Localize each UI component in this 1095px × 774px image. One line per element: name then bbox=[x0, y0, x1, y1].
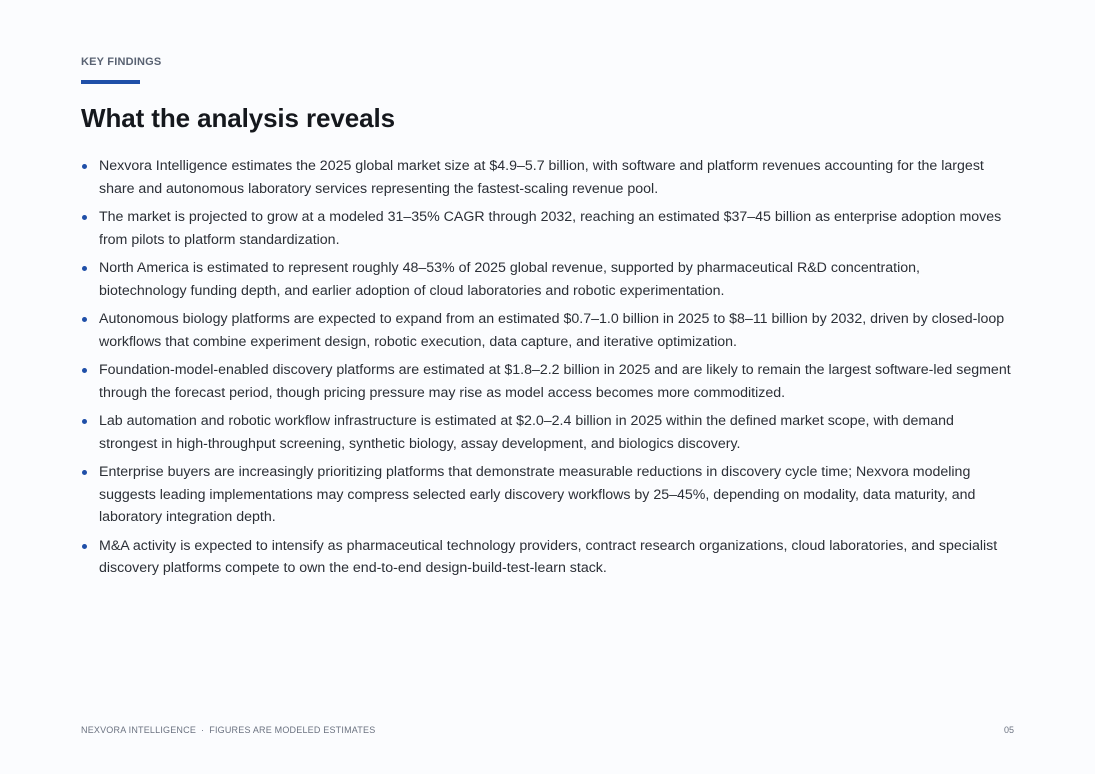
finding-text: North America is estimated to represent roughly 48–53% of 2025 global revenue, supported by pharmaceutical R&D concentration, biotechnology funding depth, and earlier adoption of cloud laboratories and robotic experimentation. bbox=[99, 260, 920, 299]
finding-text: Enterprise buyers are increasingly prioritizing platforms that demonstrate measurable reductions in discovery cycle time; Nexvora modeling suggests leading implementations may compress selected early discovery workflows by 25–45%, depending on modality, data maturity, and laboratory integration depth. bbox=[99, 464, 976, 525]
section-eyebrow: KEY FINDINGS bbox=[81, 56, 162, 68]
finding-text: Nexvora Intelligence estimates the 2025 global market size at $4.9–5.7 billion, with software and platform revenues accounting for the largest share and autonomous laboratory services representing the fastest-scaling revenue pool. bbox=[99, 158, 984, 197]
finding-text: Foundation-model-enabled discovery platforms are estimated at $1.8–2.2 billion in 2025 and are likely to remain the largest software-led segment through the forecast period, though pricing pressure may rise as model access becomes more commoditized. bbox=[99, 362, 1011, 401]
accent-rule bbox=[81, 80, 140, 84]
finding-text: The market is projected to grow at a modeled 31–35% CAGR through 2032, reaching an estimated $37–45 billion as enterprise adoption moves from pilots to platform standardization. bbox=[99, 209, 1002, 248]
bullet-icon bbox=[82, 215, 87, 220]
finding-item bbox=[81, 308, 1011, 353]
bullet-icon bbox=[82, 419, 87, 424]
finding-item bbox=[81, 206, 1011, 251]
footer-brand: NEXVORA INTELLIGENCE bbox=[81, 725, 197, 735]
bullet-icon bbox=[82, 470, 87, 475]
bullet-icon bbox=[82, 368, 87, 373]
footer-note: FIGURES ARE MODELED ESTIMATES bbox=[209, 725, 376, 735]
finding-text: Lab automation and robotic workflow infrastructure is estimated at $2.0–2.4 billion in 2025 within the defined market scope, with demand strongest in high-throughput screening, synthetic biology, assay development, and biologics discovery. bbox=[99, 413, 954, 452]
bullet-icon bbox=[82, 266, 87, 271]
footer-separator: · bbox=[201, 725, 205, 735]
finding-item bbox=[81, 359, 1011, 404]
findings-list bbox=[81, 155, 1011, 586]
bullet-icon bbox=[82, 544, 87, 549]
finding-item bbox=[81, 155, 1011, 200]
footer-source bbox=[81, 725, 375, 735]
finding-text: M&A activity is expected to intensify as pharmaceutical technology providers, contract research organizations, cloud laboratories, and specialist discovery platforms compete to own the end-to-end design-build-test-learn stack. bbox=[99, 537, 998, 576]
bullet-icon bbox=[82, 317, 87, 322]
finding-item bbox=[81, 535, 1011, 580]
page-number: 05 bbox=[1003, 725, 1014, 735]
bullet-icon bbox=[82, 164, 87, 169]
page-title: What the analysis reveals bbox=[81, 103, 395, 133]
finding-item bbox=[81, 461, 1011, 529]
finding-item bbox=[81, 410, 1011, 455]
finding-item bbox=[81, 257, 1011, 302]
finding-text: Autonomous biology platforms are expected to expand from an estimated $0.7–1.0 billion in 2025 to $8–11 billion by 2032, driven by closed-loop workflows that combine experiment design, robotic execution, data capture, and iterative optimization. bbox=[99, 311, 1005, 350]
